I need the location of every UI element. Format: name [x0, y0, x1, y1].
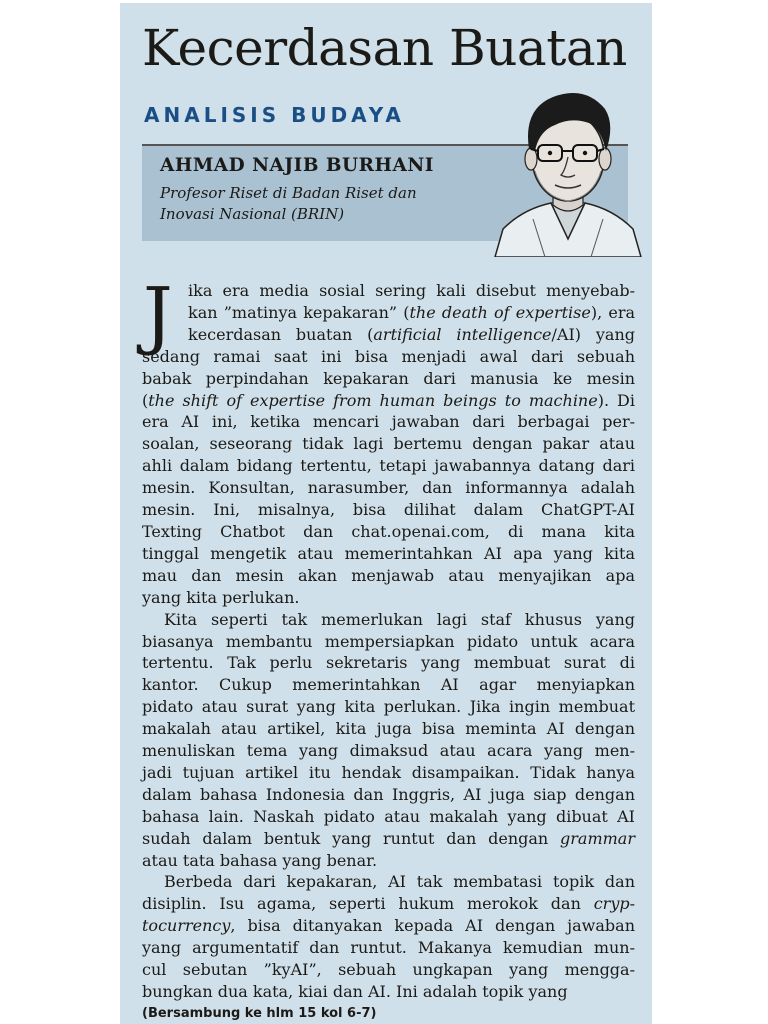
- author-role-line: Inovasi Nasional (BRIN): [160, 205, 345, 223]
- text-run: disiplin. Isu agama, seperti hukum merokok dan: [142, 894, 594, 914]
- text-run: babak perpindahan kepakaran dari manusia ke mesin: [142, 368, 635, 388]
- article-line: [142, 565, 635, 587]
- article-line: [142, 587, 635, 609]
- text-run: yang argumentatif dan runtut. Makanya kemudian mun-: [142, 938, 635, 958]
- text-run: bahasa lain. Naskah pidato atau makalah yang dibuat AI: [142, 806, 635, 826]
- text-run: Texting Chatbot dan chat.openai.com, di mana kita: [142, 521, 635, 541]
- text-run: /AI) yang: [551, 324, 636, 344]
- article-line: [142, 850, 635, 872]
- text-run: sudah dalam bentuk yang runtut dan dengan: [142, 828, 561, 848]
- text-run: atau tata bahasa yang benar.: [142, 850, 378, 870]
- text-run: jadi tujuan artikel itu hendak disampaikan. Tidak hanya: [142, 762, 635, 782]
- article-line: [142, 762, 635, 784]
- text-run: pidato atau surat yang kita perlukan. Jika ingin membuat: [142, 697, 635, 717]
- text-run: kecerdasan buatan (: [188, 324, 374, 344]
- text-run: dalam bahasa Indonesia dan Inggris, AI juga siap dengan: [142, 784, 635, 804]
- text-run: ). Di: [597, 390, 636, 410]
- article-line: [142, 477, 635, 499]
- article-line: [142, 521, 635, 543]
- text-run: soalan, seseorang tidak lagi bertemu dengan pakar atau: [142, 434, 635, 454]
- italic-term: cryp-: [593, 894, 635, 914]
- author-name: AHMAD NAJIB BURHANI: [160, 155, 434, 176]
- italic-term: grammar: [560, 828, 635, 848]
- article-line: [142, 959, 635, 981]
- text-run: ahli dalam bidang tertentu, tetapi jawabannya datang dari: [142, 456, 635, 476]
- article-body: [142, 272, 636, 1003]
- article-line: [142, 368, 635, 390]
- text-run: sedang ramai saat ini bisa menjadi awal dari sebuah: [142, 346, 635, 366]
- article-line: [142, 674, 635, 696]
- article-line: [142, 499, 635, 521]
- text-run: bungkan dua kata, kiai dan AI. Ini adalah topik yang: [142, 982, 568, 1001]
- page-title: Kecerdasan Buatan: [142, 19, 627, 77]
- article-line: [142, 806, 635, 828]
- article-line: [142, 871, 635, 893]
- article-line: [142, 543, 635, 565]
- text-run: ika era media sosial sering kali disebut menyebab-: [188, 281, 635, 300]
- text-run: Berbeda dari kepakaran, AI tak membatasi topik dan: [164, 872, 635, 892]
- text-run: tinggal mengetik atau memerintahkan AI apa yang kita: [142, 543, 635, 563]
- italic-term: the shift of expertise from human beings to machine: [148, 390, 598, 410]
- article-line: [142, 828, 635, 850]
- article-line: [142, 915, 635, 937]
- text-run: (: [142, 390, 149, 410]
- text-run: , bisa ditanyakan kepada AI dengan jawaban: [230, 916, 635, 936]
- section-rubric: ANALISIS BUDAYA: [144, 103, 405, 127]
- text-run: yang kita perlukan.: [142, 587, 300, 607]
- text-run: mesin. Ini, misalnya, bisa dilihat dalam ChatGPT-AI: [142, 500, 635, 520]
- text-run: mau dan mesin akan menjawab atau menyajikan apa: [142, 565, 635, 585]
- article-line: [142, 609, 635, 631]
- article-line: [142, 718, 635, 740]
- article-line: [142, 740, 635, 762]
- article-line: [142, 631, 635, 653]
- author-role: [160, 183, 417, 225]
- article-line: [142, 893, 635, 915]
- article-line: [142, 784, 635, 806]
- text-run: menuliskan tema yang dimaksud atau acara yang men-: [142, 741, 635, 761]
- text-run: cul sebutan ”kyAI”, sebuah ungkapan yang mengga-: [142, 960, 635, 980]
- article-line: [142, 346, 635, 368]
- article-line: [142, 455, 635, 477]
- article-line: [142, 696, 635, 718]
- italic-term: artificial intelligence: [373, 324, 552, 344]
- drop-cap: J: [143, 272, 173, 358]
- text-run: tertentu. Tak perlu sekretaris yang membuat surat di: [142, 653, 635, 673]
- author-portrait: [493, 79, 643, 257]
- text-run: kantor. Cukup memerintahkan AI agar menyiapkan: [142, 675, 635, 695]
- text-run: biasanya membantu mempersiapkan pidato untuk acara: [142, 631, 635, 651]
- article-line: [142, 324, 635, 346]
- italic-term: the death of expertise: [409, 302, 591, 322]
- article-line: [142, 652, 635, 674]
- text-run: kan ”matinya kepakaran” (: [188, 302, 410, 322]
- author-role-line: Profesor Riset di Badan Riset dan: [160, 184, 417, 202]
- italic-term: tocurrency: [142, 916, 231, 936]
- text-run: mesin. Konsultan, narasumber, dan informannya adalah: [142, 478, 635, 498]
- continuation-note: (Bersambung ke hlm 15 kol 6-7): [142, 1006, 377, 1021]
- text-run: era AI ini, ketika mencari jawaban dari berbagai per-: [142, 412, 635, 432]
- article-line: [142, 280, 635, 302]
- article-line: [142, 433, 635, 455]
- article-line: [142, 937, 635, 959]
- text-run: makalah atau artikel, kita juga bisa meminta AI dengan: [142, 719, 635, 739]
- article-line: [142, 302, 635, 324]
- article-line: [142, 981, 635, 1003]
- article-line: [142, 390, 635, 412]
- article-line: [142, 411, 635, 433]
- text-run: ), era: [590, 302, 636, 322]
- text-run: Kita seperti tak memerlukan lagi staf khusus yang: [164, 609, 635, 629]
